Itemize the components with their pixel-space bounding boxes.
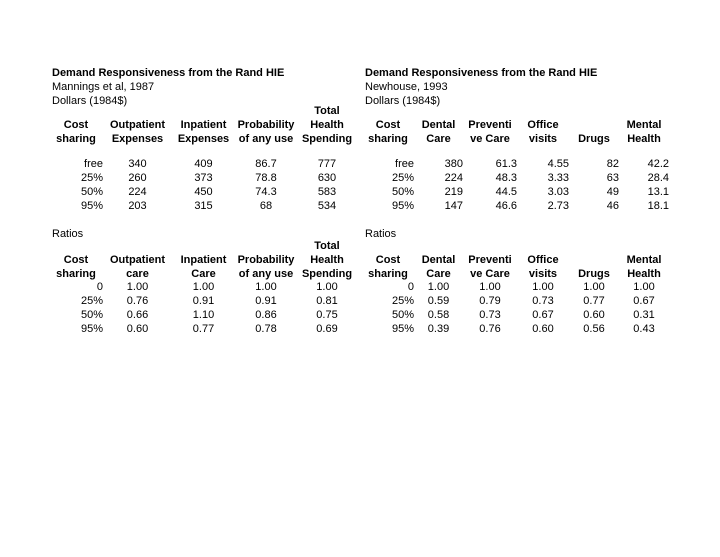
table-cell: 0.86: [255, 308, 277, 321]
table-cell: 1.00: [479, 281, 501, 294]
table-cell: 0.78: [255, 322, 277, 335]
table-cell: 0.79: [479, 295, 501, 308]
header-cell: Care: [191, 267, 216, 280]
left-spending-header-row: [49, 105, 357, 119]
table-row: [49, 186, 357, 200]
cost-sharing-cell: free: [395, 158, 414, 171]
cost-sharing-cell: 25%: [80, 172, 103, 185]
table-row: [362, 323, 669, 337]
right-units: Dollars (1984$): [365, 95, 441, 107]
header-cell: Office: [527, 118, 559, 131]
table-cell: 0.59: [427, 295, 450, 308]
header-cell: Care: [426, 132, 451, 145]
right-ratio-header-row: [362, 254, 669, 268]
table-cell: 0.76: [126, 295, 149, 308]
header-cell: sharing: [368, 132, 408, 145]
header-cell: sharing: [56, 132, 96, 145]
table-row: [49, 200, 357, 214]
table-cell: 0.75: [316, 308, 338, 321]
table-cell: 0.67: [633, 295, 655, 308]
table-cell: 373: [194, 172, 213, 185]
table-cell: 44.5: [495, 185, 517, 198]
table-cell: 534: [317, 199, 337, 212]
header-cell: Health: [310, 118, 344, 131]
left-title: Demand Responsiveness from the Rand HIE: [52, 67, 285, 79]
header-cell: [49, 105, 103, 119]
table-row: [362, 281, 669, 295]
header-cell: Outpatient: [110, 118, 165, 131]
right-source: Newhouse, 1993: [365, 81, 448, 93]
header-cell: sharing: [56, 267, 96, 280]
table-cell: 42.2: [647, 158, 669, 171]
header-cell: Inpatient: [180, 253, 227, 266]
table-cell: 203: [128, 199, 147, 212]
table-cell: 1.00: [192, 281, 215, 294]
cost-sharing-cell: 50%: [391, 308, 414, 321]
table-row: [362, 172, 669, 186]
table-cell: 630: [317, 172, 337, 185]
table-cell: 147: [444, 199, 463, 212]
table-row: [49, 323, 357, 337]
table-cell: 1.00: [427, 281, 450, 294]
table-cell: 380: [444, 158, 463, 171]
header-cell: [569, 119, 619, 133]
cost-sharing-cell: 50%: [391, 185, 414, 198]
left-spending-table: [49, 105, 357, 214]
table-row: [362, 200, 669, 214]
header-cell: Outpatient: [110, 253, 165, 266]
left-source: Mannings et al, 1987: [52, 81, 155, 93]
right-ratios-label: Ratios: [365, 228, 397, 240]
header-cell: Cost: [63, 118, 89, 131]
table-cell: 0.81: [316, 295, 338, 308]
table-cell: 0.56: [583, 322, 605, 335]
header-cell: of any use: [238, 267, 294, 280]
spacer-row: [49, 146, 357, 158]
header-cell: Preventi: [468, 253, 512, 266]
left-ratio-header-row: [49, 240, 357, 254]
table-row: [362, 186, 669, 200]
table-cell: 46.6: [495, 199, 517, 212]
table-cell: 1.00: [532, 281, 554, 294]
right-spending-header-row: [362, 119, 669, 133]
right-spending-table: [362, 119, 669, 214]
table-cell: 0.91: [255, 295, 277, 308]
header-cell: ve Care: [470, 267, 510, 280]
table-cell: 0.60: [532, 322, 554, 335]
table-row: [362, 295, 669, 309]
header-cell: [49, 240, 103, 254]
header-cell: Preventi: [468, 118, 512, 131]
table-row: [49, 309, 357, 323]
table-cell: 0.69: [316, 322, 338, 335]
table-cell: 1.00: [126, 281, 149, 294]
cost-sharing-cell: 95%: [80, 322, 103, 335]
left-ratio-header-row: [49, 268, 357, 282]
header-cell: Health: [627, 267, 661, 280]
cost-sharing-cell: free: [84, 158, 103, 171]
header-cell: of any use: [238, 132, 294, 145]
header-cell: [103, 240, 172, 254]
table-cell: 1.00: [255, 281, 277, 294]
table-cell: 0.31: [633, 308, 655, 321]
table-cell: 3.33: [547, 172, 569, 185]
table-cell: 78.8: [255, 172, 277, 185]
table-cell: 3.03: [547, 185, 569, 198]
header-cell: Mental: [626, 118, 662, 131]
header-cell: Total: [314, 105, 340, 117]
header-cell: Health: [627, 132, 661, 145]
right-ratio-header-row: [362, 268, 669, 282]
right-spending-header-row: [362, 133, 669, 147]
header-cell: [235, 240, 297, 254]
cost-sharing-cell: 0: [96, 281, 103, 294]
header-cell: Spending: [301, 267, 353, 280]
left-ratios-table: [49, 240, 357, 337]
cost-sharing-cell: 25%: [391, 172, 414, 185]
right-title: Demand Responsiveness from the Rand HIE: [365, 67, 598, 79]
table-cell: 0.76: [479, 322, 501, 335]
table-cell: 48.3: [495, 172, 517, 185]
table-row: [49, 172, 357, 186]
table-cell: 4.55: [547, 158, 569, 171]
table-cell: 2.73: [547, 199, 569, 212]
header-cell: ve Care: [470, 132, 510, 145]
header-cell: Drugs: [578, 267, 610, 280]
cost-sharing-cell: 95%: [391, 322, 414, 335]
table-cell: 74.3: [255, 185, 277, 198]
table-cell: 224: [128, 185, 147, 198]
table-cell: 0.77: [192, 322, 215, 335]
table-cell: 1.00: [316, 281, 338, 294]
table-cell: 450: [194, 185, 213, 198]
header-cell: Cost: [375, 253, 401, 266]
table-cell: 0.43: [633, 322, 655, 335]
header-cell: Probability: [237, 253, 295, 266]
table-cell: 18.1: [647, 199, 669, 212]
cost-sharing-cell: 50%: [80, 308, 103, 321]
left-ratios-label: Ratios: [52, 228, 84, 240]
header-cell: Cost: [63, 253, 89, 266]
header-cell: Dental: [421, 118, 456, 131]
left-ratio-header-row: [49, 254, 357, 268]
table-cell: 260: [128, 172, 147, 185]
cost-sharing-cell: 25%: [391, 295, 414, 308]
table-row: [362, 309, 669, 323]
table-cell: 0.60: [126, 322, 149, 335]
header-cell: Spending: [301, 132, 353, 145]
table-cell: 13.1: [647, 185, 669, 198]
header-cell: [172, 105, 235, 119]
table-cell: 1.00: [583, 281, 605, 294]
table-cell: 0.58: [427, 308, 450, 321]
header-cell: [569, 254, 619, 268]
table-cell: 49: [606, 185, 619, 198]
cost-sharing-cell: 0: [407, 281, 414, 294]
header-cell: sharing: [368, 267, 408, 280]
table-cell: 0.73: [479, 308, 501, 321]
cost-sharing-cell: 95%: [80, 199, 103, 212]
table-cell: 0.60: [583, 308, 605, 321]
table-row: [49, 158, 357, 172]
table-cell: 46: [606, 199, 619, 212]
table-row: [362, 158, 669, 172]
header-cell: Office: [527, 253, 559, 266]
table-cell: 0.91: [192, 295, 215, 308]
header-cell: [172, 240, 235, 254]
header-cell: Probability: [237, 118, 295, 131]
header-cell: visits: [528, 267, 558, 280]
table-row: [49, 281, 357, 295]
header-cell: Care: [426, 267, 451, 280]
table-cell: 0.39: [427, 322, 450, 335]
table-cell: 0.73: [532, 295, 554, 308]
left-spending-header-row: [49, 119, 357, 133]
left-units: Dollars (1984$): [52, 95, 128, 107]
header-cell: Expenses: [177, 132, 230, 145]
table-cell: 28.4: [647, 172, 669, 185]
left-spending-block: [52, 66, 284, 108]
header-cell: Dental: [421, 253, 456, 266]
table-cell: 68: [259, 199, 273, 212]
header-cell: Health: [310, 253, 344, 266]
table-cell: 0.66: [126, 308, 149, 321]
table-cell: 1.00: [633, 281, 655, 294]
header-cell: Mental: [626, 253, 662, 266]
right-ratios-table: [362, 254, 669, 337]
cost-sharing-cell: 50%: [80, 185, 103, 198]
table-cell: 315: [194, 199, 213, 212]
spacer-row: [362, 146, 669, 158]
header-cell: care: [126, 267, 149, 280]
table-row: [49, 295, 357, 309]
table-cell: 224: [444, 172, 463, 185]
table-cell: 340: [128, 158, 147, 171]
table-cell: 63: [606, 172, 619, 185]
cost-sharing-cell: 95%: [391, 199, 414, 212]
header-cell: [235, 105, 297, 119]
left-spending-header-row: [49, 133, 357, 147]
header-cell: Total: [314, 240, 340, 252]
right-spending-block: [365, 66, 597, 108]
header-cell: [103, 105, 172, 119]
table-cell: 583: [317, 185, 337, 198]
table-cell: 0.77: [583, 295, 605, 308]
table-cell: 219: [444, 185, 463, 198]
header-cell: visits: [528, 132, 558, 145]
table-cell: 82: [606, 158, 619, 171]
table-cell: 777: [317, 158, 337, 171]
header-cell: Cost: [375, 118, 401, 131]
header-cell: Expenses: [111, 132, 164, 145]
header-cell: Inpatient: [180, 118, 227, 131]
table-cell: 0.67: [532, 308, 554, 321]
table-cell: 409: [194, 158, 213, 171]
cost-sharing-cell: 25%: [80, 295, 103, 308]
table-cell: 61.3: [495, 158, 517, 171]
header-cell: Drugs: [578, 132, 610, 145]
table-cell: 1.10: [192, 308, 215, 321]
table-cell: 86.7: [255, 158, 277, 171]
